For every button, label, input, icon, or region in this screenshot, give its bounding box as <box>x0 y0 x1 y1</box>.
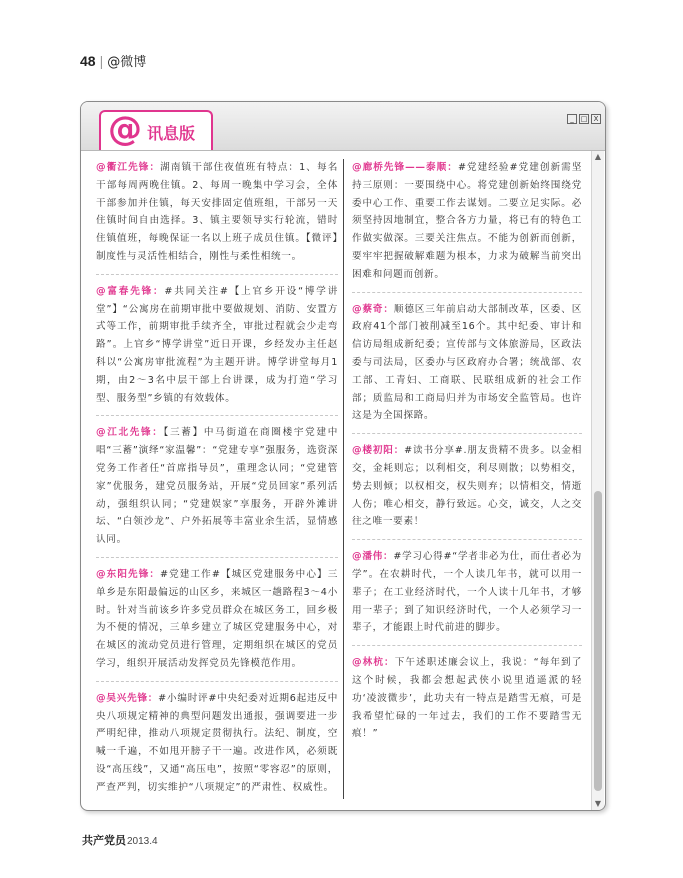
post-author[interactable]: @蔡奇： <box>352 303 394 315</box>
post-author[interactable]: @东阳先锋： <box>96 568 161 580</box>
right-column <box>352 151 582 751</box>
post-author[interactable]: @楼初阳： <box>352 445 405 457</box>
content-area <box>81 151 591 810</box>
column-divider <box>343 159 344 799</box>
window-controls <box>567 114 601 124</box>
maximize-button[interactable]: □ <box>580 115 588 123</box>
post <box>96 159 338 275</box>
issue-number: 2013.4 <box>127 836 158 847</box>
post <box>96 690 338 805</box>
minimize-button[interactable]: _ <box>567 114 577 124</box>
post-text: #党建经验#党建创新需坚持三原则：一要围绕中心。将党建创新始终围绕党委中心工作、重要工作去谋划。二要立足实际。必须坚持因地制宜，整合各方力量，将已有的特色工作做实做深。三要关注焦点。不能为创新而创新，要牢牢把握破解难题为根本，力求为破解当前突出困难和问题而创新。 <box>352 162 583 280</box>
post <box>96 424 338 558</box>
post-author[interactable]: @江北先锋： <box>96 427 164 439</box>
post-text: 下午述职述廉会议上，我说：“每年到了这个时候，我都会想起武侠小说里逍遥派的轻功‘凌波微步’，此功夫有一特点是踏雪无痕，可是我希望忙碌的一年过去，我们的工作不要踏雪无痕！” <box>352 657 582 740</box>
badge-label: 讯息版 <box>147 124 196 143</box>
post-text: #学习心得#“学者非必为仕，而仕者必为学”。在农耕时代，一个人读几年书，就可以用一辈子；在工业经济时代，一个人读十几年书，才够用一辈子；到了知识经济时代，一个人必须学习一辈子，才能跟上时代前进的脚步。 <box>352 551 582 634</box>
post <box>352 548 582 646</box>
post-text: #党建工作#【城区党建服务中心】三单乡是东阳最偏远的山区乡，来城区一趟路程3～4小时。针对当前该乡许多党员群众在城区务工，回乡极为不便的情况，三单乡建立了城区党建服务中心，对在城区的流动党员进行管理，定期组织在城区的党员学习，组织开展活动发挥党员先锋模范作用。 <box>96 568 338 669</box>
post-text: 顺德区三年前启动大部制改革，区委、区政府41个部门被削减至16个。其中纪委、审计和信访局组成新纪委；宣传部与文体旅游局，区政法委与司法局，区委办与区政府办合署；统战部、农工部、工青妇、工商联、民联组成新的社会工作部；质监局和工商局归并为市场安全监管局。也许这是为全国探路。 <box>352 303 582 422</box>
post-author[interactable]: @林杭： <box>352 657 395 669</box>
scrollbar-thumb[interactable] <box>594 491 602 791</box>
left-column <box>96 151 338 805</box>
page-number: 48 <box>80 53 96 69</box>
section-title: @微博 <box>107 55 147 70</box>
at-sign-icon: @ <box>108 109 142 149</box>
header-separator: | <box>99 53 104 69</box>
post-text: #共同关注#【上官乡开设“博学讲堂”】“公寓房在前期审批中要做规划、消防、安置方式等工作，前期审批手续齐全，审批过程就会少走弯路”。上官乡“博学讲堂”近日开课，乡经发办主任赵科以“公寓房审批流程”为主题开讲。博学讲堂每月1期，由2～3名中层干部上台讲课，成为打造“学习型、服务型”乡镇的有效载体。 <box>96 285 339 404</box>
post-text: #小编时评#中央纪委对近期6起违反中央八项规定精神的典型问题发出通报，强调要进一步严明纪律，推动八项规定贯彻执行。法纪、制度，空喊一千遍，不如甩开膀子干一遍。改进作风，必须既设“高压线”，又通“高压电”，按照“零容忍”的原则，严查严判，切实维护“八项规定”的严肃性、权威性。 <box>96 692 339 793</box>
post <box>96 566 338 682</box>
post-text: #读书分享#.朋友贵精不贵多。以金相交，金耗则忘；以利相交，利尽则散；以势相交，势去则倾；以权相交，权失则弃；以情相交，情逝人伤；唯心相交，静行致远。心交，诚交，人之交往之唯一要素！ <box>352 445 583 528</box>
post-author[interactable]: @吴兴先锋： <box>96 692 159 704</box>
post-text: 湖南镇干部住夜值班有特点：1、每名干部每周两晚住镇。2、每周一晚集中学习会，全体干部参加并住镇，每天安排固定值班组，干部另一天住镇时间自由选择。3、镇主要领导实行轮流，错时住镇值班，每晚保证一名以上班子成员住镇。【微评】制度性与灵活性相结合，刚性与柔性相统一。 <box>96 162 338 262</box>
scroll-down-icon[interactable]: ▼ <box>594 799 602 808</box>
scroll-up-icon[interactable]: ▲ <box>594 152 602 161</box>
post <box>352 442 582 540</box>
post-author[interactable]: @富春先锋： <box>96 285 165 297</box>
post-author[interactable]: @衢江先锋： <box>96 162 161 173</box>
weibo-window <box>80 101 606 811</box>
section-badge <box>99 110 213 150</box>
page-header <box>80 51 146 70</box>
post-author[interactable]: @廊桥先锋——泰顺： <box>352 162 458 173</box>
post <box>96 283 338 417</box>
post-author[interactable]: @潘伟： <box>352 551 394 563</box>
page-footer <box>82 832 158 848</box>
post <box>352 654 582 751</box>
post-text: 【三蓄】中马街道在商圈楼宇党建中唱“三蓄”演绎“家温馨”：“党建专享”强服务，选资深党务工作者任“首席指导员”，重理念认同；“党建管家”优服务，建党员服务站，开展“党员回家”系列活动，强组织认同；“党建娱家”享服务，开辟外滩讲坛、“白领沙龙”、户外拓展等丰富业余生活，显情感认同。 <box>96 427 338 546</box>
magazine-logo: 共产党员 <box>82 834 126 847</box>
post <box>352 301 582 435</box>
window-titlebar <box>81 102 605 151</box>
vertical-scrollbar[interactable] <box>591 151 604 810</box>
post <box>352 159 582 293</box>
close-button[interactable]: X <box>591 114 601 124</box>
